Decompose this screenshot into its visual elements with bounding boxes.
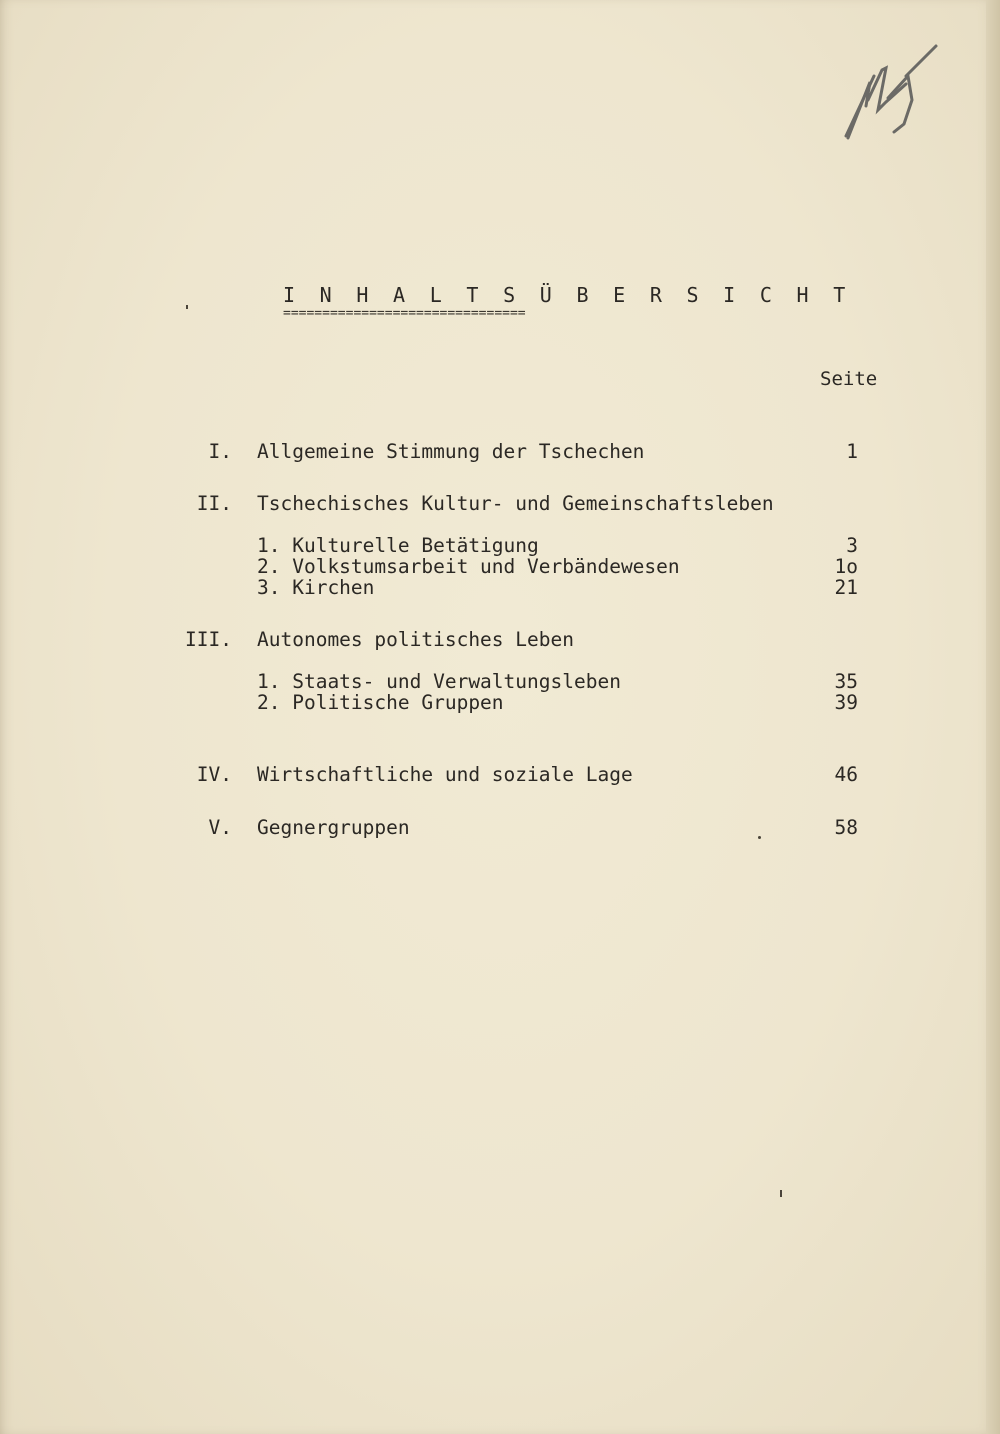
ink-speck <box>758 836 761 839</box>
subsection-label: 2. Volkstumsarbeit und Verbändewesen <box>257 555 680 578</box>
subsection-page: 1o <box>834 555 858 578</box>
section-numeral: IV. <box>196 763 232 786</box>
page-column-header: Seite <box>820 368 878 390</box>
section-numeral: I. <box>208 440 232 463</box>
handwritten-page-number <box>838 40 948 150</box>
subsection-page: 35 <box>834 670 858 693</box>
ink-speck <box>780 1190 782 1197</box>
subsection-label: 2. Politische Gruppen <box>257 691 504 714</box>
section-title: Gegnergruppen <box>257 816 410 839</box>
section-title: Wirtschaftliche und soziale Lage <box>257 763 633 786</box>
section-title: Tschechisches Kultur- und Gemeinschaftsleben <box>257 492 774 515</box>
title-underline: =============================== <box>283 306 526 321</box>
subsection-page: 21 <box>834 576 858 599</box>
section-page: 1 <box>846 440 858 463</box>
subsection-label: 1. Kulturelle Betätigung <box>257 534 539 557</box>
section-page: 58 <box>834 816 858 839</box>
section-title: Autonomes politisches Leben <box>257 628 574 651</box>
subsection-label: 1. Staats- und Verwaltungsleben <box>257 670 621 693</box>
section-numeral: II. <box>196 492 232 515</box>
toc-title: I N H A L T S Ü B E R S I C H T <box>283 283 852 307</box>
section-title: Allgemeine Stimmung der Tschechen <box>257 440 645 463</box>
subsection-page: 39 <box>834 691 858 714</box>
section-page: 46 <box>834 763 858 786</box>
paper-edge <box>986 0 1000 1434</box>
subsection-page: 3 <box>846 534 858 557</box>
ink-speck <box>186 305 188 309</box>
subsection-label: 3. Kirchen <box>257 576 375 599</box>
section-numeral: V. <box>208 816 232 839</box>
section-numeral: III. <box>185 628 232 651</box>
